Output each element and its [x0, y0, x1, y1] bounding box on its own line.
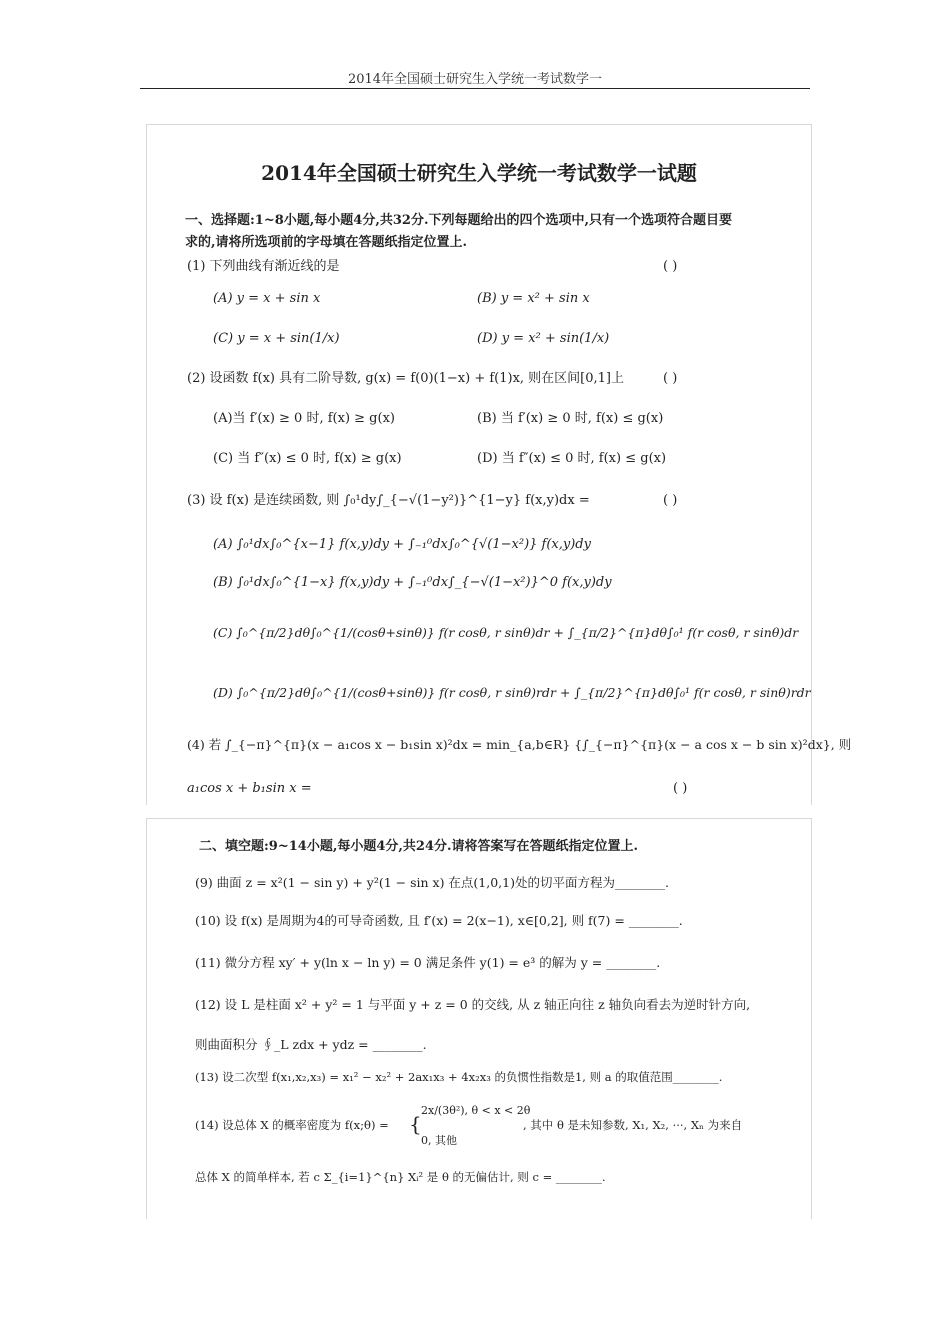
exam-title: 2014年全国硕士研究生入学统一考试数学一试题	[261, 161, 697, 185]
question-3: (3) 设 f(x) 是连续函数, 则 ∫₀¹dy∫_{−√(1−y²)}^{1−y} f(x,y)dx =	[187, 493, 590, 508]
answer-paren-4: ( )	[673, 781, 688, 796]
q3-option-a: (A) ∫₀¹dx∫₀^{x−1} f(x,y)dy + ∫₋₁⁰dx∫₀^{√(1−x²)} f(x,y)dy	[213, 537, 591, 552]
running-head: 2014年全国硕士研究生入学统一考试数学一	[347, 72, 603, 87]
exam-panel-choice	[146, 124, 852, 805]
question-9: (9) 曲面 z = x²(1 − sin y) + y²(1 − sin x) 在点(1,0,1)处的切平面方程为________.	[195, 875, 669, 890]
question-4-cont: a₁cos x + b₁sin x =	[187, 781, 312, 796]
question-10: (10) 设 f(x) 是周期为4的可导奇函数, 且 f′(x) = 2(x−1), x∈[0,2], 则 f(7) = ________.	[195, 913, 683, 928]
q1-option-b: (B) y = x² + sin x	[477, 291, 590, 306]
q2-option-c: (C) 当 f″(x) ≤ 0 时, f(x) ≥ g(x)	[213, 451, 402, 466]
header-rule	[140, 88, 810, 89]
question-14-tail: , 其中 θ 是未知参数, X₁, X₂, ···, Xₙ 为来自	[523, 1118, 743, 1132]
section2-heading: 二、填空题:9~14小题,每小题4分,共24分.请将答案写在答题纸指定位置上.	[199, 839, 639, 854]
question-2: (2) 设函数 f(x) 具有二阶导数, g(x) = f(0)(1−x) + f(1)x, 则在区间[0,1]上	[187, 371, 624, 386]
q2-option-b: (B) 当 f′(x) ≥ 0 时, f(x) ≤ g(x)	[477, 411, 664, 426]
q3-option-c: (C) ∫₀^{π/2}dθ∫₀^{1/(cosθ+sinθ)} f(r cosθ, r sinθ)dr + ∫_{π/2}^{π}dθ∫₀¹ f(r cosθ, r sinθ)dr	[213, 625, 799, 640]
q1-option-d: (D) y = x² + sin(1/x)	[477, 331, 610, 346]
q2-option-a: (A)当 f′(x) ≥ 0 时, f(x) ≥ g(x)	[213, 411, 395, 426]
q1-option-c: (C) y = x + sin(1/x)	[213, 331, 340, 346]
question-13: (13) 设二次型 f(x₁,x₂,x₃) = x₁² − x₂² + 2ax₁x₃ + 4x₂x₃ 的负惯性指数是1, 则 a 的取值范围________.	[195, 1070, 723, 1084]
section1-heading-cont: 求的,请将所选项前的字母填在答题纸指定位置上.	[185, 235, 468, 250]
question-1: (1) 下列曲线有渐近线的是	[187, 259, 340, 274]
section1-heading: 一、选择题:1~8小题,每小题4分,共32分.下列每题给出的四个选项中,只有一个选项符合题目要	[185, 213, 733, 228]
q3-option-b: (B) ∫₀¹dx∫₀^{1−x} f(x,y)dy + ∫₋₁⁰dx∫_{−√(1−x²)}^0 f(x,y)dy	[213, 575, 612, 590]
question-11: (11) 微分方程 xy′ + y(ln x − ln y) = 0 满足条件 y(1) = e³ 的解为 y = ________.	[195, 955, 661, 970]
q14-case-2: 0, 其他	[421, 1134, 457, 1147]
question-12-cont: 则曲面积分 ∮_L zdx + ydz = ________.	[195, 1037, 427, 1052]
answer-paren-2: ( )	[663, 371, 678, 386]
question-14-cont: 总体 X 的简单样本, 若 c Σ_{i=1}^{n} Xᵢ² 是 θ 的无偏估计, 则 c = ________.	[195, 1170, 606, 1184]
question-12: (12) 设 L 是柱面 x² + y² = 1 与平面 y + z = 0 的交线, 从 z 轴正向往 z 轴负向看去为逆时针方向,	[195, 997, 751, 1012]
q3-option-d: (D) ∫₀^{π/2}dθ∫₀^{1/(cosθ+sinθ)} f(r cosθ, r sinθ)rdr + ∫_{π/2}^{π}dθ∫₀¹ f(r cosθ, r sinθ)rdr	[213, 685, 811, 700]
piecewise-brace: {	[409, 1112, 422, 1136]
question-14: (14) 设总体 X 的概率密度为 f(x;θ) =	[195, 1118, 389, 1132]
exam-panel-fill	[146, 818, 812, 1219]
q2-option-d: (D) 当 f″(x) ≤ 0 时, f(x) ≤ g(x)	[477, 451, 667, 466]
question-4: (4) 若 ∫_{−π}^{π}(x − a₁cos x − b₁sin x)²dx = min_{a,b∈R} {∫_{−π}^{π}(x − a cos x − b sin x)²dx}, 则	[187, 737, 852, 752]
answer-paren-1: ( )	[663, 259, 678, 274]
q1-option-a: (A) y = x + sin x	[213, 291, 321, 306]
q14-case-1: 2x/(3θ²), θ < x < 2θ	[421, 1104, 531, 1117]
answer-paren-3: ( )	[663, 493, 678, 508]
